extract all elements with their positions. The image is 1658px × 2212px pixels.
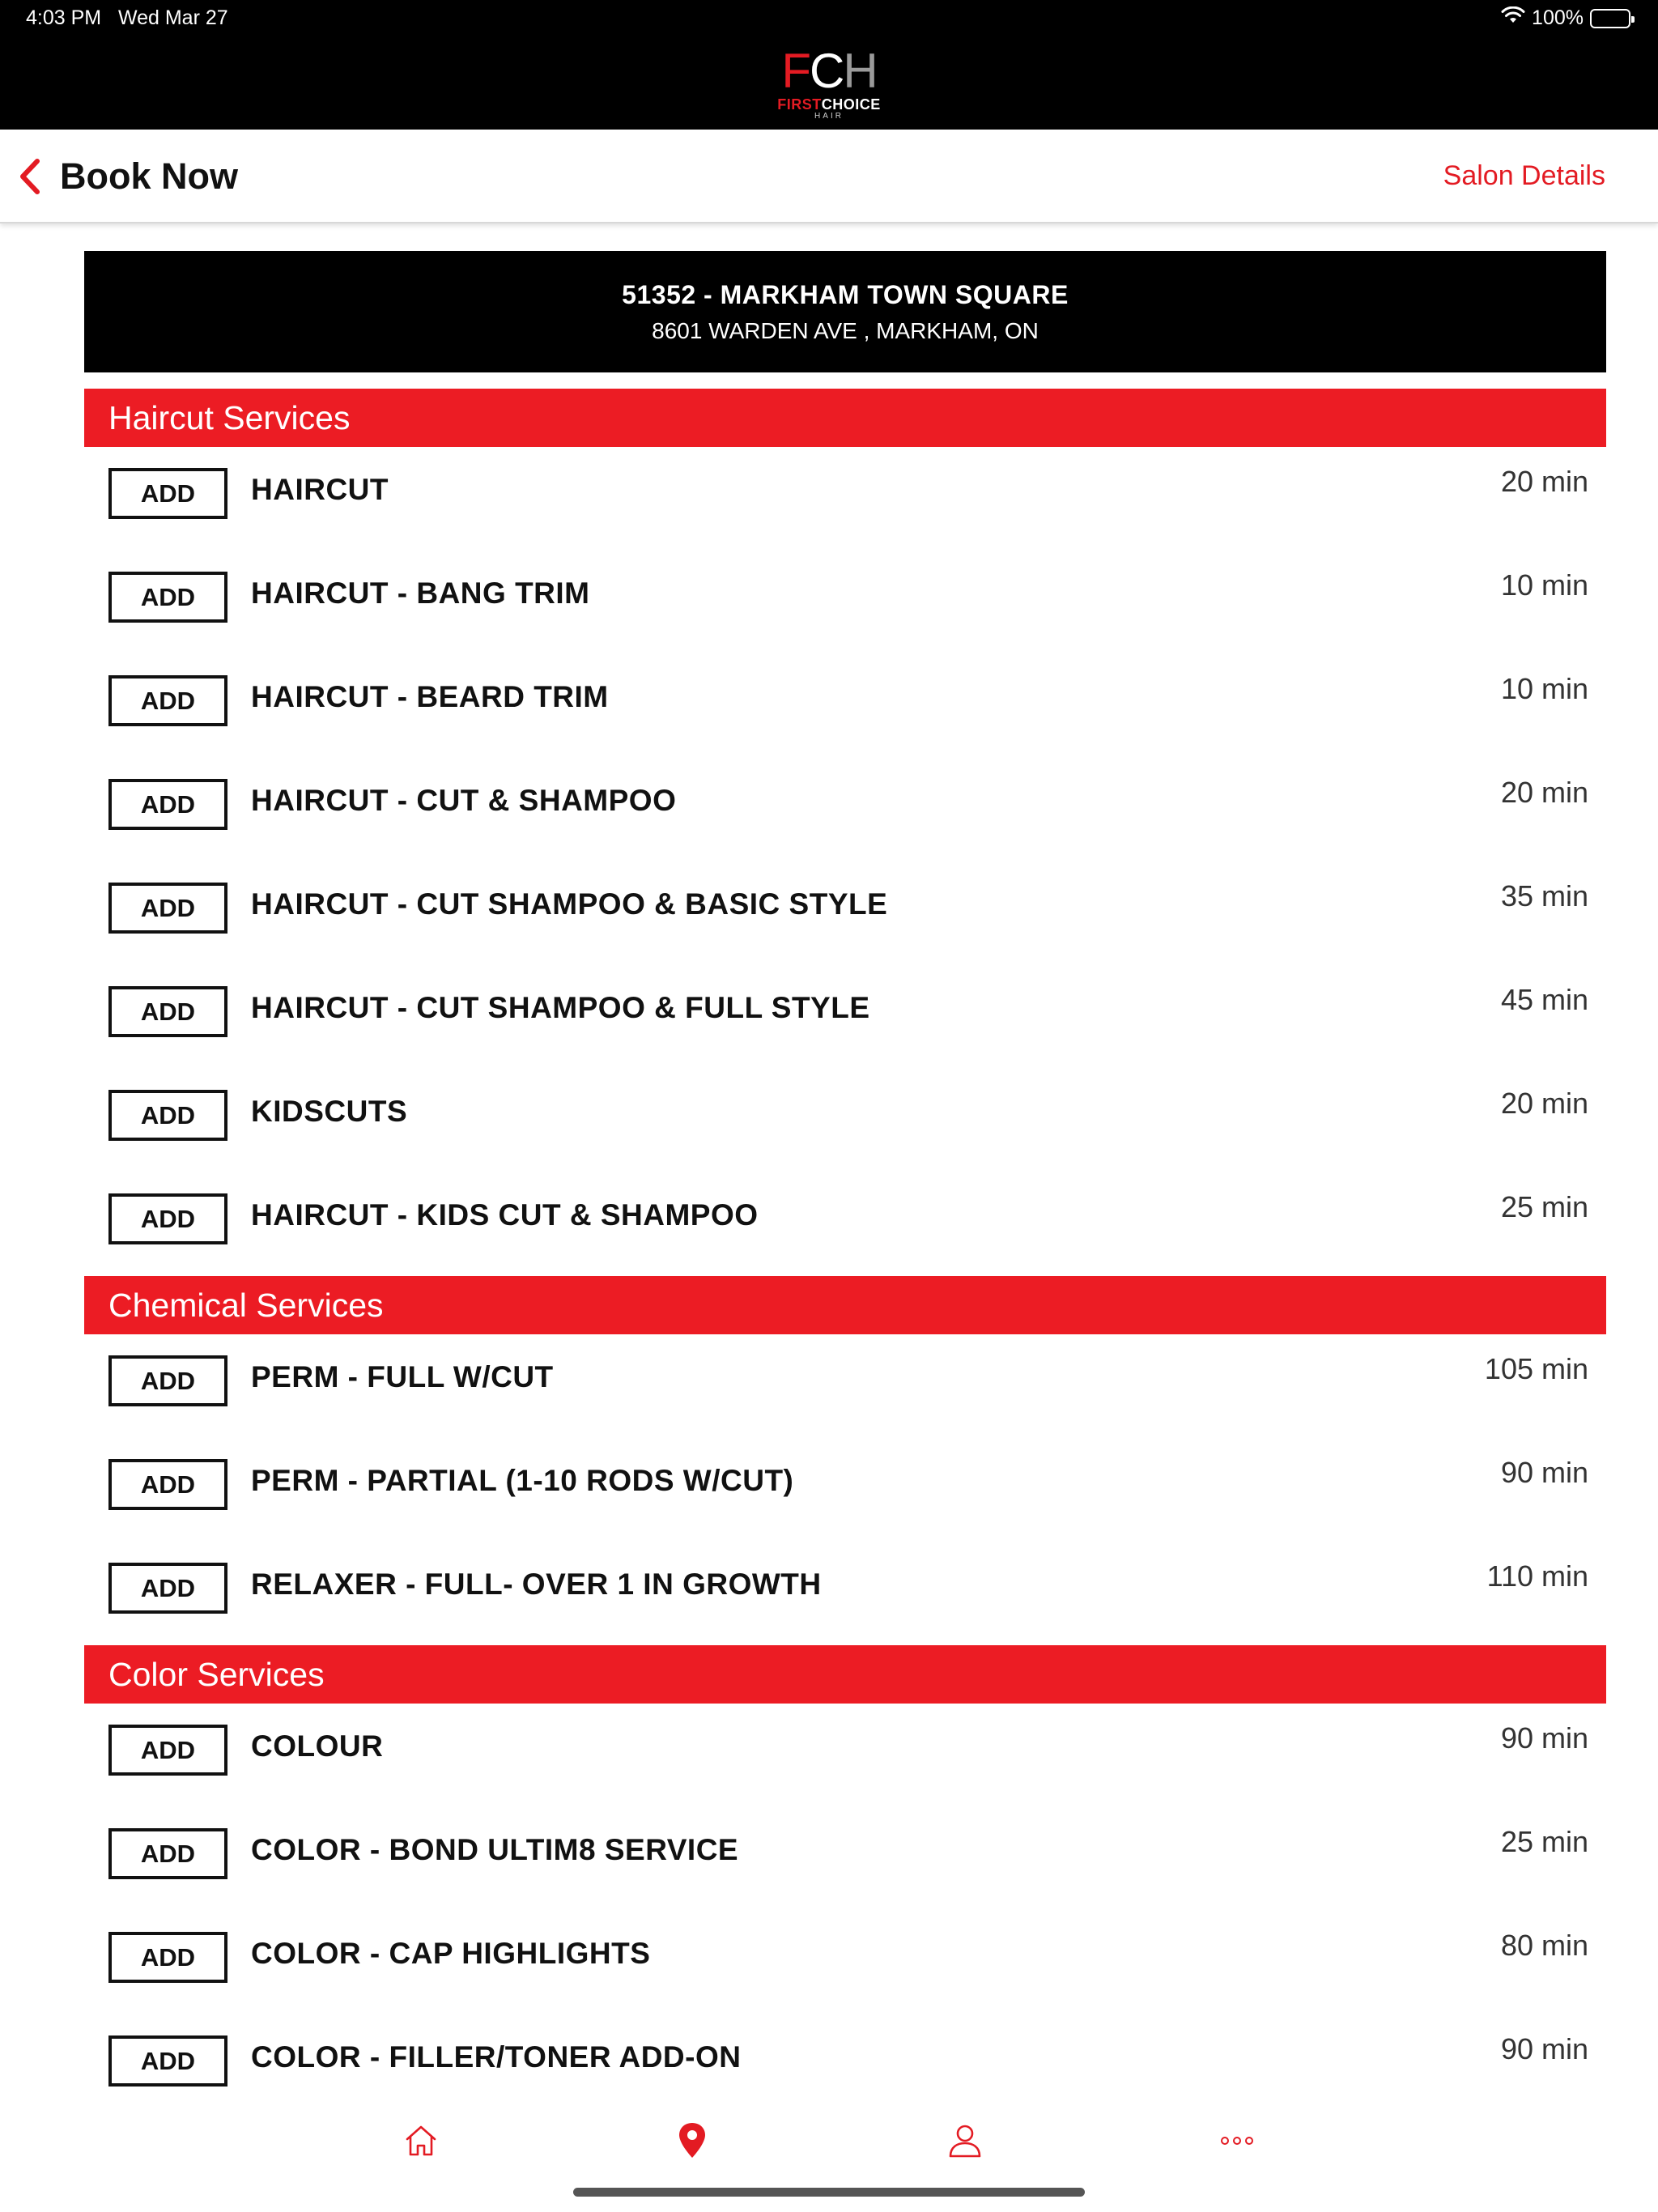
service-duration: 20 min [1500,1087,1588,1120]
home-icon [403,2123,439,2163]
service-duration: 90 min [1500,1456,1588,1489]
salon-info-box [84,251,1606,372]
service-row [84,654,1606,758]
service-name: COLOR - CAP HIGHLIGHTS [251,1937,651,1970]
service-duration: 10 min [1500,672,1588,705]
battery-icon [1590,9,1630,28]
add-service-button[interactable]: ADD [108,1828,227,1879]
services-content [84,251,1606,2118]
service-row [84,861,1606,965]
service-name: HAIRCUT - CUT SHAMPOO & BASIC STYLE [251,887,888,921]
service-duration: 105 min [1484,1352,1588,1385]
service-row [84,1334,1606,1438]
service-name: HAIRCUT - KIDS CUT & SHAMPOO [251,1198,759,1231]
home-indicator [573,2188,1085,2197]
salon-name: 51352 - MARKHAM TOWN SQUARE [622,280,1069,309]
service-name: COLOUR [251,1729,384,1763]
service-name: COLOR - BOND ULTIM8 SERVICE [251,1833,739,1866]
service-row [84,758,1606,861]
service-row [84,1911,1606,2014]
status-date: Wed Mar 27 [117,6,228,29]
service-duration: 80 min [1500,1929,1588,1962]
service-name: HAIRCUT - BEARD TRIM [251,680,609,713]
service-row [84,965,1606,1069]
service-duration: 25 min [1500,1190,1588,1223]
brand-logo [748,44,910,121]
service-sections [84,389,1606,2118]
service-duration: 20 min [1500,465,1588,498]
service-name: PERM - FULL W/CUT [251,1360,554,1393]
page-title: Book Now [60,155,238,197]
service-row [84,1069,1606,1172]
add-service-button[interactable]: ADD [108,1355,227,1406]
battery-percent: 100% [1532,6,1584,29]
wifi-icon [1501,6,1525,30]
logo-letter-h: H [843,44,877,98]
service-duration: 10 min [1500,568,1588,602]
add-service-button[interactable]: ADD [108,1932,227,1983]
service-name: RELAXER - FULL- OVER 1 IN GROWTH [251,1568,822,1601]
service-duration: 110 min [1486,1559,1588,1593]
add-service-button[interactable]: ADD [108,1563,227,1614]
logo-hair: HAIR [814,112,844,121]
logo-first: FIRST [777,96,822,113]
add-service-button[interactable]: ADD [108,779,227,830]
service-name: HAIRCUT [251,473,389,506]
logo-choice: CHOICE [821,96,881,113]
status-time [26,6,228,30]
add-service-button[interactable]: ADD [108,468,227,519]
add-service-button[interactable]: ADD [108,883,227,934]
salon-details-link[interactable]: Salon Details [1443,160,1605,191]
status-indicators [1501,6,1630,30]
service-duration: 90 min [1500,2032,1588,2065]
section-header: Color Services [84,1645,1606,1704]
service-row [84,1542,1606,1645]
status-clock: 4:03 PM [26,6,102,29]
back-button[interactable] [18,152,238,201]
service-duration: 45 min [1500,983,1588,1016]
add-service-button[interactable]: ADD [108,1459,227,1510]
service-duration: 25 min [1500,1825,1588,1858]
add-service-button[interactable]: ADD [108,986,227,1037]
tab-more[interactable] [1213,2118,1261,2167]
add-service-button[interactable]: ADD [108,1193,227,1244]
salon-address: 8601 WARDEN AVE , MARKHAM, ON [652,318,1039,343]
navigation-bar [0,130,1658,223]
service-name: COLOR - FILLER/TONER ADD-ON [251,2040,742,2074]
service-duration: 90 min [1500,1721,1588,1755]
more-icon [1219,2135,1255,2150]
top-bar [0,0,1658,130]
location-pin-icon [676,2121,708,2164]
logo-letter-c: C [809,44,844,98]
add-service-button[interactable]: ADD [108,1725,227,1776]
section-header: Chemical Services [84,1276,1606,1334]
service-row [84,1438,1606,1542]
tab-profile[interactable] [941,2118,989,2167]
service-row [84,447,1606,551]
section-header: Haircut Services [84,389,1606,447]
user-icon [946,2122,984,2163]
service-name: HAIRCUT - BANG TRIM [251,576,590,610]
service-name: HAIRCUT - CUT SHAMPOO & FULL STYLE [251,991,870,1024]
tab-home[interactable] [397,2118,445,2167]
chevron-left-icon [18,158,42,195]
service-row [84,1704,1606,1807]
add-service-button[interactable]: ADD [108,675,227,726]
add-service-button[interactable]: ADD [108,2035,227,2087]
tab-bar [0,2097,1658,2178]
add-service-button[interactable]: ADD [108,572,227,623]
tab-salon-locator[interactable] [668,2118,716,2167]
service-name: PERM - PARTIAL (1-10 RODS W/CUT) [251,1464,794,1497]
service-row [84,1172,1606,1276]
service-row [84,551,1606,654]
service-row [84,1807,1606,1911]
logo-letter-f: F [781,44,810,98]
add-service-button[interactable]: ADD [108,1090,227,1141]
service-duration: 20 min [1500,776,1588,809]
service-duration: 35 min [1500,879,1588,912]
service-name: HAIRCUT - CUT & SHAMPOO [251,784,677,817]
service-name: KIDSCUTS [251,1095,408,1128]
